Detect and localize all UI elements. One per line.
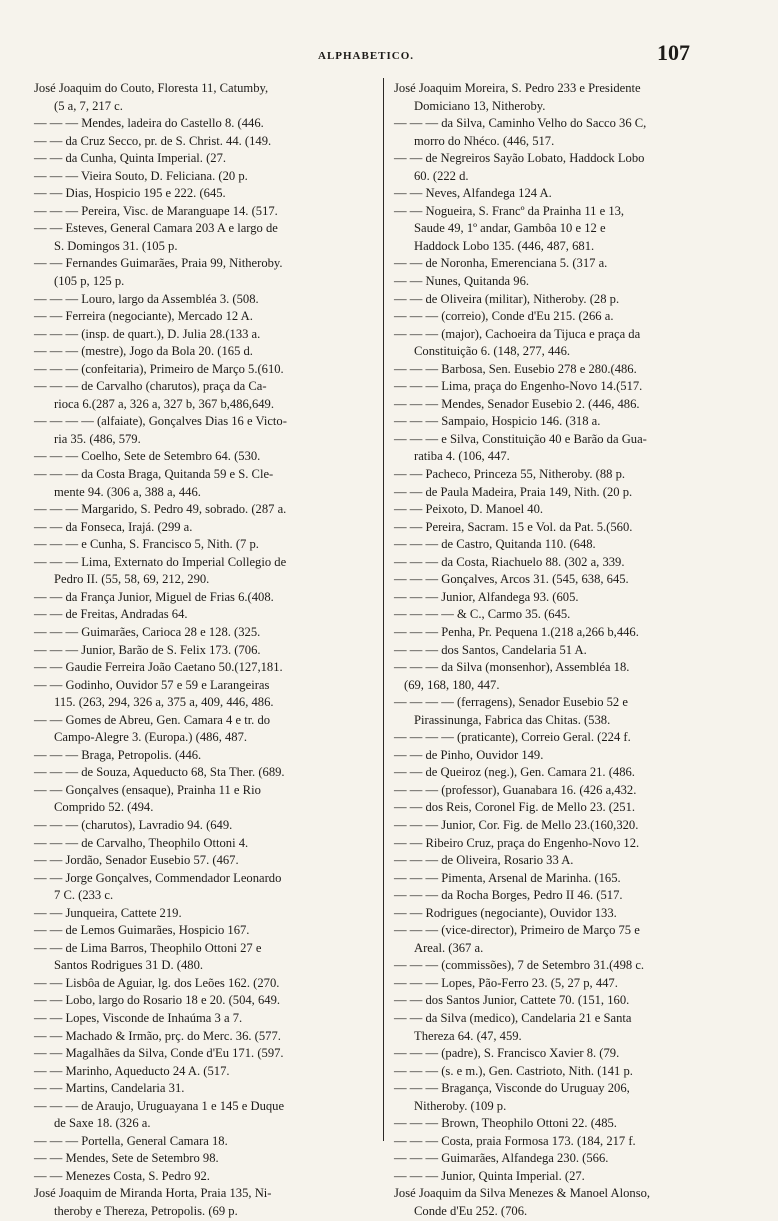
page-header: [0, 40, 778, 70]
directory-entry-line: — — Rodrigues (negociante), Ouvidor 133.: [394, 905, 617, 920]
directory-entry-line: — — — Lima, praça do Engenho-Novo 14.(517.: [394, 379, 643, 394]
directory-entry-line: — — de Freitas, Andradas 64.: [34, 607, 188, 622]
directory-entry-line: — — — (commissões), 7 de Setembro 31.(498 c.: [394, 958, 645, 973]
directory-entry-line: — — de Oliveira (militar), Nitheroby. (28 p.: [394, 291, 620, 306]
directory-entry-line: — — — de Oliveira, Rosario 33 A.: [394, 853, 574, 868]
directory-entry-line: (69, 168, 180, 447.: [404, 677, 500, 692]
directory-entry-line: — — — Portella, General Camara 18.: [34, 1133, 228, 1148]
directory-entry-line: — — — (major), Cachoeira da Tijuca e praça da: [394, 326, 641, 341]
directory-entry-line: — — — Costa, praia Formosa 173. (184, 217 f.: [394, 1133, 636, 1148]
directory-entry-line: — — — de Souza, Aqueducto 68, Sta Ther. (689.: [34, 765, 285, 780]
directory-entry-line: — — de Lima Barros, Theophilo Ottoni 27 e: [34, 940, 262, 955]
directory-entry-line: — — de Noronha, Emerenciana 5. (317 a.: [394, 256, 608, 271]
directory-entry-line: — — — da Rocha Borges, Pedro II 46. (517.: [394, 888, 623, 903]
directory-entry-line: — — Magalhães da Silva, Conde d'Eu 171. (597.: [34, 1046, 284, 1061]
directory-entry-line: — — da Silva (medico), Candelaria 21 e Santa: [394, 1010, 632, 1025]
directory-entry-line: — — Pacheco, Princeza 55, Nitheroby. (88 p.: [394, 467, 626, 482]
directory-entry-line: — — Nunes, Quitanda 96.: [394, 274, 530, 289]
directory-entry-line: de Saxe 18. (326 a.: [54, 1116, 151, 1131]
directory-entry-line: — — Esteves, General Camara 203 A e largo de: [34, 221, 278, 236]
directory-entry-line: — — — Junior, Barão de S. Felix 173. (706.: [34, 642, 261, 657]
directory-entry-line: — — — Lima, Externato do Imperial Collegio de: [34, 554, 287, 569]
directory-entry-line: Pedro II. (55, 58, 69, 212, 290.: [54, 572, 210, 587]
directory-entry-line: — — — Lopes, Pão-Ferro 23. (5, 27 p, 447.: [394, 975, 618, 990]
directory-entry-line: theroby e Thereza, Petropolis. (69 p.: [54, 1204, 238, 1218]
directory-entry-line: Constituição 6. (148, 277, 446.: [414, 344, 571, 359]
directory-entry-line: — — — da Silva (monsenhor), Assembléa 18.: [394, 660, 630, 675]
directory-entry-line: Haddock Lobo 135. (446, 487, 681.: [414, 238, 595, 253]
directory-entry-line: — — — Coelho, Sete de Setembro 64. (530.: [34, 449, 261, 464]
directory-entry-line: — — Gomes de Abreu, Gen. Camara 4 e tr. do: [34, 712, 271, 727]
directory-entry-line: — — Ferreira (negociante), Mercado 12 A.: [34, 309, 253, 324]
directory-entry-line: — — — de Castro, Quitanda 110. (648.: [394, 537, 596, 552]
directory-entry-line: 60. (222 d.: [414, 168, 469, 183]
directory-entry-line: Domiciano 13, Nitheroby.: [414, 98, 546, 113]
directory-entry-line: 7 C. (233 c.: [54, 888, 114, 903]
page-number: 107: [657, 40, 690, 65]
directory-entry-line: — — — da Costa Braga, Quitanda 59 e S. Cle-: [34, 467, 274, 482]
directory-entry-line: — — — Vieira Souto, D. Feliciana. (20 p.: [34, 168, 248, 183]
directory-entry-line: morro do Nhéco. (446, 517.: [414, 133, 555, 148]
directory-entry-line: — — — — (alfaiate), Gonçalves Dias 16 e Victo-: [34, 414, 287, 429]
directory-entry-line: — — — Margarido, S. Pedro 49, sobrado. (287 a.: [34, 502, 287, 517]
directory-entry-line: — — de Lemos Guimarães, Hospicio 167.: [34, 923, 250, 938]
directory-entry-line: — — da França Junior, Miguel de Frias 6.(408.: [34, 589, 274, 604]
directory-entry-line: ria 35. (486, 579.: [54, 431, 141, 446]
directory-entry-line: — — — de Carvalho (charutos), praça da Ca-: [34, 379, 267, 394]
directory-entry-line: (105 p, 125 p.: [54, 274, 125, 289]
directory-entry-line: — — dos Reis, Coronel Fig. de Mello 23. (251.: [394, 800, 636, 815]
directory-entry-line: — — — (insp. de quart.), D. Julia 28.(133 a.: [34, 326, 261, 341]
directory-entry-line: — — — Braga, Petropolis. (446.: [34, 747, 202, 762]
directory-entry-line: — — Ribeiro Cruz, praça do Engenho-Novo 12.: [394, 835, 640, 850]
directory-entry-line: — — — Guimarães, Carioca 28 e 128. (325.: [34, 624, 261, 639]
directory-entry-line: S. Domingos 31. (105 p.: [54, 238, 178, 253]
directory-entry-line: — — — (correio), Conde d'Eu 215. (266 a.: [394, 309, 614, 324]
directory-entry-line: — — Marinho, Aqueducto 24 A. (517.: [34, 1063, 230, 1078]
directory-entry-line: — — Nogueira, S. Francº da Prainha 11 e 13,: [394, 203, 625, 218]
directory-entry-line: — — Dias, Hospicio 195 e 222. (645.: [34, 186, 226, 201]
directory-entry-line: ratiba 4. (106, 447.: [414, 449, 510, 464]
directory-entry-line: — — — (confeitaria), Primeiro de Março 5.(610.: [34, 361, 284, 376]
directory-entry-line: — — dos Santos Junior, Cattete 70. (151, 160.: [394, 993, 630, 1008]
directory-entry-line: — — Godinho, Ouvidor 57 e 59 e Larangeiras: [34, 677, 270, 692]
directory-entry-line: rioca 6.(287 a, 326 a, 327 b, 367 b,486,649.: [54, 396, 275, 411]
column-divider: [383, 78, 384, 1141]
directory-entry-line: José Joaquim Moreira, S. Pedro 233 e Presidente: [394, 81, 641, 95]
directory-entry-line: Santos Rodrigues 31 D. (480.: [54, 958, 204, 973]
directory-entry-line: — — Gaudie Ferreira João Caetano 50.(127,181.: [34, 660, 283, 675]
directory-entry-line: — — Jorge Gonçalves, Commendador Leonardo: [34, 870, 282, 885]
directory-entry-line: mente 94. (306 a, 388 a, 446.: [54, 484, 201, 499]
directory-entry-line: — — — dos Santos, Candelaria 51 A.: [394, 642, 587, 657]
directory-entry-line: — — Fernandes Guimarães, Praia 99, Nitheroby.: [34, 256, 283, 271]
directory-entry-line: Conde d'Eu 252. (706.: [414, 1204, 528, 1218]
directory-entry-line: — — Lopes, Visconde de Inhaúma 3 a 7.: [34, 1010, 243, 1025]
directory-entry-line: — — — Sampaio, Hospicio 146. (318 a.: [394, 414, 601, 429]
directory-entry-line: — — de Pinho, Ouvidor 149.: [394, 747, 544, 762]
page-title: ALPHABETICO.: [318, 50, 415, 62]
directory-entry-line: — — — de Carvalho, Theophilo Ottoni 4.: [34, 835, 249, 850]
directory-entry-line: — — da Cruz Secco, pr. de S. Christ. 44. (149.: [34, 133, 272, 148]
directory-entry-line: Pirassinunga, Fabrica das Chitas. (538.: [414, 712, 611, 727]
directory-entry-line: — — da Fonseca, Irajá. (299 a.: [34, 519, 193, 534]
directory-entry-line: — — — Louro, largo da Assembléa 3. (508.: [34, 291, 259, 306]
directory-entry-line: — — Menezes Costa, S. Pedro 92.: [34, 1168, 210, 1183]
directory-entry-line: — — — Junior, Cor. Fig. de Mello 23.(160,320.: [394, 817, 639, 832]
left-column: [34, 80, 369, 1218]
directory-entry-line: — — — (charutos), Lavradio 94. (649.: [34, 817, 233, 832]
directory-entry-line: — — — Guimarães, Alfandega 230. (566.: [394, 1151, 609, 1166]
directory-entry-line: — — — e Silva, Constituição 40 e Barão da Gua-: [394, 431, 647, 446]
directory-entry-line: — — — Bragança, Visconde do Uruguay 206,: [394, 1081, 630, 1096]
directory-entry-line: Thereza 64. (47, 459.: [414, 1028, 522, 1043]
directory-entry-line: — — — (mestre), Jogo da Bola 20. (165 d.: [34, 344, 253, 359]
directory-entry-line: Campo-Alegre 3. (Europa.) (486, 487.: [54, 730, 248, 745]
directory-entry-line: 115. (263, 294, 326 a, 375 a, 409, 446, 486.: [54, 695, 274, 710]
directory-entry-line: — — da Cunha, Quinta Imperial. (27.: [34, 151, 227, 166]
directory-entry-line: José Joaquim da Silva Menezes & Manoel Alonso,: [394, 1186, 651, 1201]
directory-entry-line: — — Lobo, largo do Rosario 18 e 20. (504, 649.: [34, 993, 281, 1008]
directory-entry-line: (5 a, 7, 217 c.: [54, 98, 123, 113]
directory-entry-line: — — — Brown, Theophilo Ottoni 22. (485.: [394, 1116, 617, 1131]
directory-entry-line: — — — da Costa, Riachuelo 88. (302 a, 339.: [394, 554, 625, 569]
directory-entry-line: — — Peixoto, D. Manoel 40.: [394, 502, 544, 517]
directory-entry-line: — — Jordão, Senador Eusebio 57. (467.: [34, 853, 239, 868]
directory-entry-line: — — — Junior, Quinta Imperial. (27.: [394, 1168, 585, 1183]
directory-entry-line: Comprido 52. (494.: [54, 800, 154, 815]
directory-entry-line: — — — Pereira, Visc. de Maranguape 14. (517.: [34, 203, 278, 218]
directory-entry-line: Nitheroby. (109 p.: [414, 1098, 507, 1113]
directory-entry-line: — — de Paula Madeira, Praia 149, Nith. (20 p.: [394, 484, 633, 499]
directory-entry-line: — — Junqueira, Cattete 219.: [34, 905, 182, 920]
directory-entry-line: — — Mendes, Sete de Setembro 98.: [34, 1151, 219, 1166]
directory-entry-line: — — — Pimenta, Arsenal de Marinha. (165.: [394, 870, 621, 885]
directory-entry-line: — — de Queiroz (neg.), Gen. Camara 21. (486.: [394, 765, 635, 780]
directory-entry-line: — — — — (praticante), Correio Geral. (224 f.: [394, 730, 631, 745]
directory-entry-line: — — Neves, Alfandega 124 A.: [394, 186, 552, 201]
directory-entry-line: — — — Gonçalves, Arcos 31. (545, 638, 645.: [394, 572, 629, 587]
directory-entry-line: — — — — (ferragens), Senador Eusebio 52 e: [394, 695, 628, 710]
directory-entry-line: José Joaquim do Couto, Floresta 11, Catumby,: [34, 81, 269, 95]
directory-entry-line: — — — Junior, Alfandega 93. (605.: [394, 589, 579, 604]
right-column: [394, 80, 744, 1218]
directory-entry-line: — — de Negreiros Sayão Lobato, Haddock Lobo: [394, 151, 645, 166]
directory-entry-line: — — Martins, Candelaria 31.: [34, 1081, 185, 1096]
directory-entry-line: — — — de Araujo, Uruguayana 1 e 145 e Duque: [34, 1098, 285, 1113]
directory-entry-line: — — — (vice-director), Primeiro de Março 75 e: [394, 923, 640, 938]
directory-entry-line: Areal. (367 a.: [414, 940, 484, 955]
directory-entry-line: — — — — & C., Carmo 35. (645.: [394, 607, 571, 622]
directory-entry-line: — — — (padre), S. Francisco Xavier 8. (79.: [394, 1046, 620, 1061]
directory-entry-line: — — — Barbosa, Sen. Eusebio 278 e 280.(486.: [394, 361, 637, 376]
directory-entry-line: — — — e Cunha, S. Francisco 5, Nith. (7 p.: [34, 537, 259, 552]
directory-entry-line: — — — Mendes, Senador Eusebio 2. (446, 486.: [394, 396, 640, 411]
directory-entry-line: José Joaquim de Miranda Horta, Praia 135, Ni-: [34, 1186, 272, 1201]
directory-entry-line: — — — (professor), Guanabara 16. (426 a,432.: [394, 782, 637, 797]
directory-entry-line: — — — Penha, Pr. Pequena 1.(218 a,266 b,446.: [394, 624, 639, 639]
directory-entry-line: Saude 49, 1º andar, Gambôa 10 e 12 e: [414, 221, 606, 236]
directory-entry-line: — — Gonçalves (ensaque), Prainha 11 e Rio: [34, 782, 261, 797]
directory-entry-line: — — Pereira, Sacram. 15 e Vol. da Pat. 5.(560.: [394, 519, 633, 534]
directory-entry-line: — — Machado & Irmão, prç. do Merc. 36. (577.: [34, 1028, 281, 1043]
directory-entry-line: — — — da Silva, Caminho Velho do Sacco 36 C,: [394, 116, 647, 131]
directory-entry-line: — — — Mendes, ladeira do Castello 8. (446.: [34, 116, 264, 131]
directory-entry-line: — — — (s. e m.), Gen. Castrioto, Nith. (141 p.: [394, 1063, 633, 1078]
directory-entry-line: — — Lisbôa de Aguiar, lg. dos Leões 162. (270.: [34, 975, 280, 990]
